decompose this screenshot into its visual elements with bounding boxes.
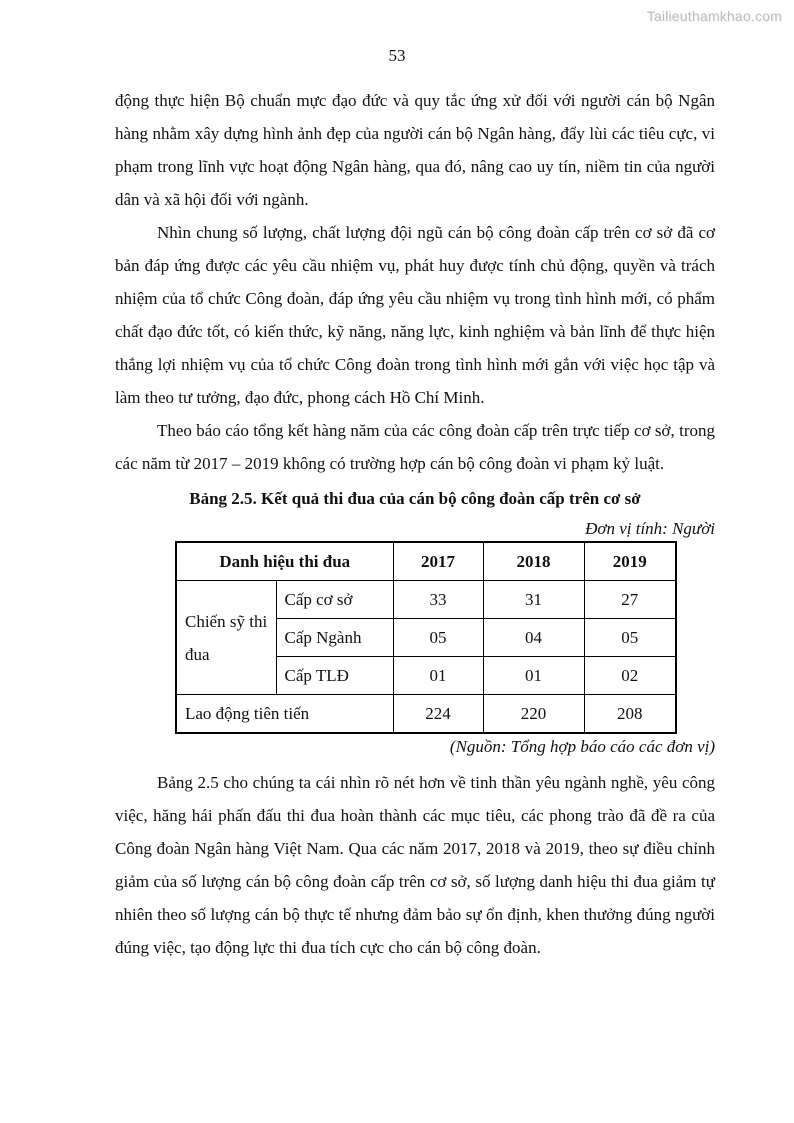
paragraph-3: Theo báo cáo tổng kết hàng năm của các công đoàn cấp trên trực tiếp cơ sở, trong các năm từ 2017 – 2019 không có trường hợp cán bộ công đoàn vi phạm kỷ luật.	[115, 421, 715, 473]
header-cell-2017: 2017	[393, 542, 483, 581]
table-caption: Bảng 2.5. Kết quả thi đua của cán bộ công đoàn cấp trên cơ sở	[189, 489, 641, 508]
document-body	[115, 84, 715, 964]
value-cell: 02	[584, 657, 676, 695]
site-watermark: Tailieuthamkhao.com	[646, 8, 782, 24]
source-note: (Nguồn: Tổng hợp báo cáo các đơn vị)	[449, 737, 715, 756]
header-cell-2018: 2018	[483, 542, 584, 581]
page-number: 53	[388, 46, 406, 65]
group-label-cell: Chiến sỹ thi đua	[176, 581, 276, 695]
value-cell: 224	[393, 695, 483, 734]
paragraph-4: Bảng 2.5 cho chúng ta cái nhìn rõ nét hơn về tinh thần yêu ngành nghề, yêu công việc, hăng hái phấn đấu thi đua hoàn thành các mục tiêu, các phong trào đã đề ra của Công đoàn Ngân hàng Việt Nam. Qua các năm 2017, 2018 và 2019, theo sự điều chỉnh giảm của số lượng cán bộ công đoàn cấp trên cơ sở, số lượng danh hiệu thi đua giảm tự nhiên theo số lượng cán bộ thực tế nhưng đảm bảo sự ổn định, khen thưởng đúng người đúng việc, tạo động lực thi đua tích cực cho cán bộ công đoàn.	[115, 773, 715, 957]
value-cell: 04	[483, 619, 584, 657]
row-label-lao-dong-tien-tien: Lao động tiên tiến	[176, 695, 393, 734]
value-cell: 01	[483, 657, 584, 695]
unit-note: Đơn vị tính: Người	[585, 519, 715, 538]
row-label-cap-tld: Cấp TLĐ	[276, 657, 393, 695]
value-cell: 220	[483, 695, 584, 734]
value-cell: 01	[393, 657, 483, 695]
awards-table	[175, 541, 677, 734]
header-cell-danh-hieu: Danh hiệu thi đua	[176, 542, 393, 581]
value-cell: 05	[584, 619, 676, 657]
paragraph-2: Nhìn chung số lượng, chất lượng đội ngũ cán bộ công đoàn cấp trên cơ sở đã cơ bản đáp ứng được các yêu cầu nhiệm vụ, phát huy được tính chủ động, quyền và trách nhiệm của tổ chức Công đoàn, đáp ứng yêu cầu nhiệm vụ trong tình hình mới, có phẩm chất đạo đức tốt, có kiến thức, kỹ năng, năng lực, kinh nghiệm và bản lĩnh để thực hiện thắng lợi nhiệm vụ của tổ chức Công đoàn trong tình hình mới gắn với việc học tập và làm theo tư tưởng, đạo đức, phong cách Hồ Chí Minh.	[115, 223, 715, 407]
value-cell: 05	[393, 619, 483, 657]
table-header-row	[176, 542, 676, 581]
value-cell: 33	[393, 581, 483, 619]
table-row	[176, 581, 676, 619]
row-label-cap-nganh: Cấp Ngành	[276, 619, 393, 657]
table-row	[176, 695, 676, 734]
value-cell: 31	[483, 581, 584, 619]
paragraph-1: động thực hiện Bộ chuẩn mực đạo đức và quy tắc ứng xử đối với người cán bộ Ngân hàng nhằm xây dựng hình ảnh đẹp của người cán bộ Ngân hàng, đẩy lùi các tiêu cực, vi phạm trong lĩnh vực hoạt động Ngân hàng, qua đó, nâng cao uy tín, niềm tin của người dân và xã hội đối với ngành.	[115, 91, 715, 209]
header-cell-2019: 2019	[584, 542, 676, 581]
row-label-cap-co-so: Cấp cơ sở	[276, 581, 393, 619]
value-cell: 208	[584, 695, 676, 734]
value-cell: 27	[584, 581, 676, 619]
